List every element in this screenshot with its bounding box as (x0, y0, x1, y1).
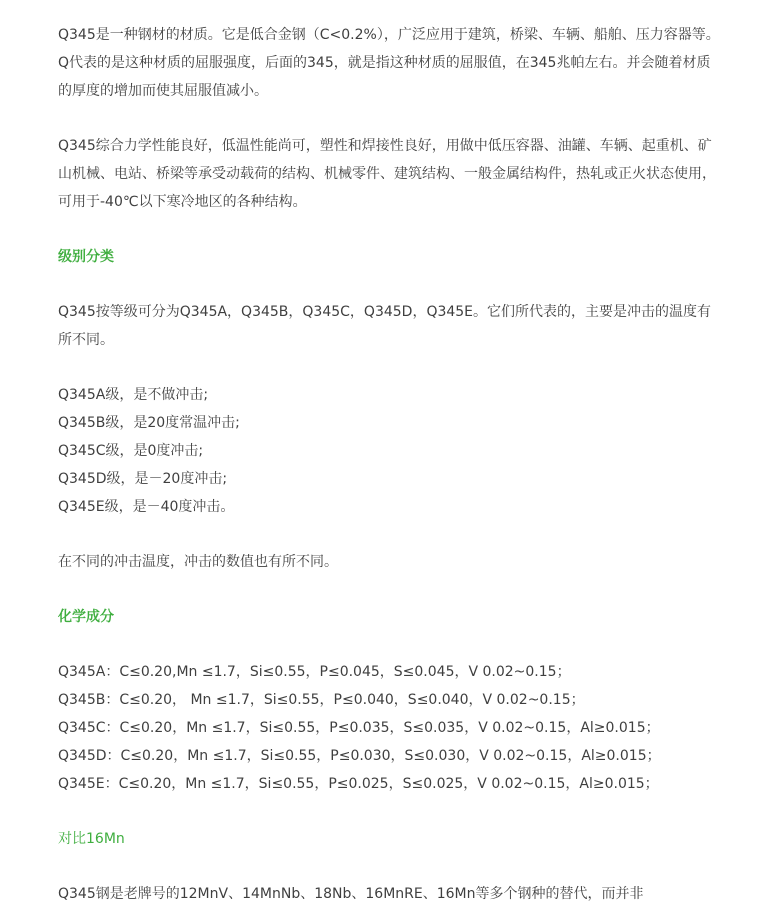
grade-list (58, 381, 722, 521)
chemistry-item-c: Q345C：C≤0.20，Mn ≤1.7，Si≤0.55，P≤0.035，S≤0.035，V 0.02~0.15，Al≥0.015； (58, 720, 660, 736)
article-body (58, 0, 722, 908)
grade-item-a: Q345A级，是不做冲击; (58, 387, 209, 403)
grade-item-b: Q345B级，是20度常温冲击; (58, 415, 240, 431)
chemistry-item-d: Q345D：C≤0.20，Mn ≤1.7，Si≤0.55，P≤0.030，S≤0.030，V 0.02~0.15，Al≥0.015； (58, 748, 661, 764)
compare-16mn-heading: 对比16Mn (58, 831, 125, 847)
properties-paragraph: Q345综合力学性能良好，低温性能尚可，塑性和焊接性良好，用做中低压容器、油罐、车辆、起重机、矿山机械、电站、桥梁等承受动载荷的结构、机械零件、建筑结构、一般金属结构件，热轧或正火状态使用，可用于-40℃以下寒冷地区的各种结构。 (58, 138, 716, 210)
impact-note-paragraph: 在不同的冲击温度，冲击的数值也有所不同。 (58, 554, 338, 570)
chemistry-item-e: Q345E：C≤0.20，Mn ≤1.7，Si≤0.55，P≤0.025，S≤0.025，V 0.02~0.15，Al≥0.015； (58, 776, 659, 792)
comparison-paragraph: Q345钢是老牌号的12MnV、14MnNb、18Nb、16MnRE、16Mn等多个钢种的替代，而并非 (58, 886, 644, 902)
chemistry-list (58, 658, 722, 798)
grade-intro-paragraph: Q345按等级可分为Q345A，Q345B，Q345C，Q345D，Q345E。它们所代表的，主要是冲击的温度有所不同。 (58, 304, 712, 348)
grade-classification-heading: 级别分类 (58, 249, 114, 265)
chemical-composition-heading: 化学成分 (58, 609, 114, 625)
chemistry-item-b: Q345B：C≤0.20， Mn ≤1.7，Si≤0.55，P≤0.040，S≤0.040，V 0.02~0.15； (58, 692, 585, 708)
chemistry-item-a: Q345A：C≤0.20,Mn ≤1.7，Si≤0.55，P≤0.045，S≤0.045，V 0.02~0.15； (58, 664, 571, 680)
grade-item-c: Q345C级，是0度冲击; (58, 443, 204, 459)
grade-item-d: Q345D级，是－20度冲击; (58, 471, 228, 487)
grade-item-e: Q345E级，是－40度冲击。 (58, 499, 235, 515)
intro-paragraph: Q345是一种钢材的材质。它是低合金钢（C<0.2%），广泛应用于建筑，桥梁、车辆、船舶、压力容器等。Q代表的是这种材质的屈服强度，后面的345，就是指这种材质的屈服值，在345兆帕左右。并会随着材质的厚度的增加而使其屈服值减小。 (58, 27, 720, 99)
